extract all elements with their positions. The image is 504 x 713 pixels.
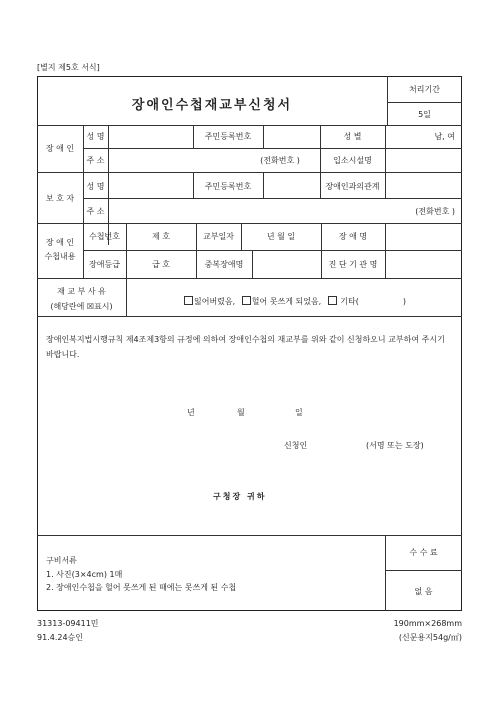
applicant-facility-label: 입소시설명 bbox=[333, 156, 372, 165]
reason-damaged-text: 헐어 못쓰게 되었음, bbox=[251, 297, 322, 306]
declaration-text: 장애인복지법시행규칙 제4조제3항의 규정에 의하여 장애인수첩의 재교부를 위와 같이 신청하오니 교부하여 주시기 바랍니다. bbox=[46, 335, 445, 359]
grade-label: 장애등급 bbox=[89, 260, 120, 269]
footer-size: 190mm×268mm bbox=[393, 619, 462, 628]
fee-value: 없 음 bbox=[414, 587, 433, 596]
guardian-address-label: 주 소 bbox=[86, 207, 105, 216]
reason-other-text: 기타( bbox=[340, 297, 359, 306]
applicant-section: 장 애 인 bbox=[45, 144, 75, 153]
reason-other-checkbox[interactable] bbox=[328, 296, 337, 305]
documents-title: 구비서류 bbox=[46, 556, 77, 565]
guardian-section: 보 호 자 bbox=[45, 194, 75, 203]
overlap-label: 중복장애명 bbox=[204, 260, 244, 269]
reason-lost-text: 잃어버렸음, bbox=[194, 297, 236, 306]
applicant-sex-value: 남, 여 bbox=[434, 132, 455, 141]
date-month: 월 bbox=[237, 408, 245, 417]
document-item-1: 1. 사진(3×4cm) 1매 bbox=[46, 570, 123, 579]
sign-hint: (서명 또는 도장) bbox=[366, 441, 424, 450]
issue-date-label: 교부일자 bbox=[203, 232, 234, 241]
footer-approval: 91.4.24승인 bbox=[37, 633, 83, 642]
reason-options bbox=[184, 296, 406, 307]
guardian-relation-label: 장애인과의관계 bbox=[325, 182, 380, 191]
diagnosis-label: 진 단 기 관 명 bbox=[328, 260, 378, 269]
footer-code: 31313-09411민 bbox=[37, 619, 99, 628]
guardian-name-label: 성 명 bbox=[86, 182, 105, 191]
footer-paper: (신문용지54g/㎡) bbox=[398, 633, 462, 642]
issue-date-value: 년 월 일 bbox=[266, 232, 296, 241]
disability-section-line1: 장 애 인 bbox=[45, 238, 75, 247]
date-year: 년 bbox=[187, 408, 195, 417]
reason-label-line1: 재 교 부 사 유 bbox=[57, 287, 106, 296]
card-number-label: 수첩번호 bbox=[89, 232, 120, 241]
guardian-phone-label: (전화번호 ) bbox=[415, 207, 455, 216]
form-tag: [별지 제5호 서식] bbox=[37, 63, 100, 72]
applicant-phone-label: (전화번호 ) bbox=[260, 156, 300, 165]
addressee: 구청장 귀하 bbox=[213, 492, 267, 501]
reason-label-line2: (해당란에 ☒표시) bbox=[50, 302, 113, 311]
disability-section-line2: 수첩내용 bbox=[44, 252, 76, 261]
processing-value: 5일 bbox=[418, 110, 431, 119]
document-item-2: 2. 장애인수첩을 헐어 못쓰게 된 때에는 못쓰게 된 수첩 bbox=[46, 583, 237, 592]
applicant-sex-label: 성 별 bbox=[343, 132, 362, 141]
reason-lost-checkbox[interactable] bbox=[184, 296, 193, 305]
processing-label: 처리기간 bbox=[409, 85, 440, 94]
fee-label: 수 수 료 bbox=[409, 548, 438, 557]
date-day: 일 bbox=[295, 408, 303, 417]
applicant-address-label: 주 소 bbox=[86, 156, 105, 165]
reason-other-close: ) bbox=[402, 297, 406, 306]
guardian-id-label: 주민등록번호 bbox=[204, 182, 252, 191]
applicant-id-label: 주민등록번호 bbox=[204, 132, 252, 141]
grade-value: 급 호 bbox=[152, 260, 170, 269]
applicant-sign-label: 신청인 bbox=[284, 441, 308, 450]
form-title: 장애인수첩재교부신청서 bbox=[131, 98, 293, 113]
reason-damaged-checkbox[interactable] bbox=[242, 296, 251, 305]
disability-type-label: 장 애 명 bbox=[338, 232, 368, 241]
card-number-value: 제 호 bbox=[152, 232, 170, 241]
applicant-name-label: 성 명 bbox=[86, 132, 105, 141]
